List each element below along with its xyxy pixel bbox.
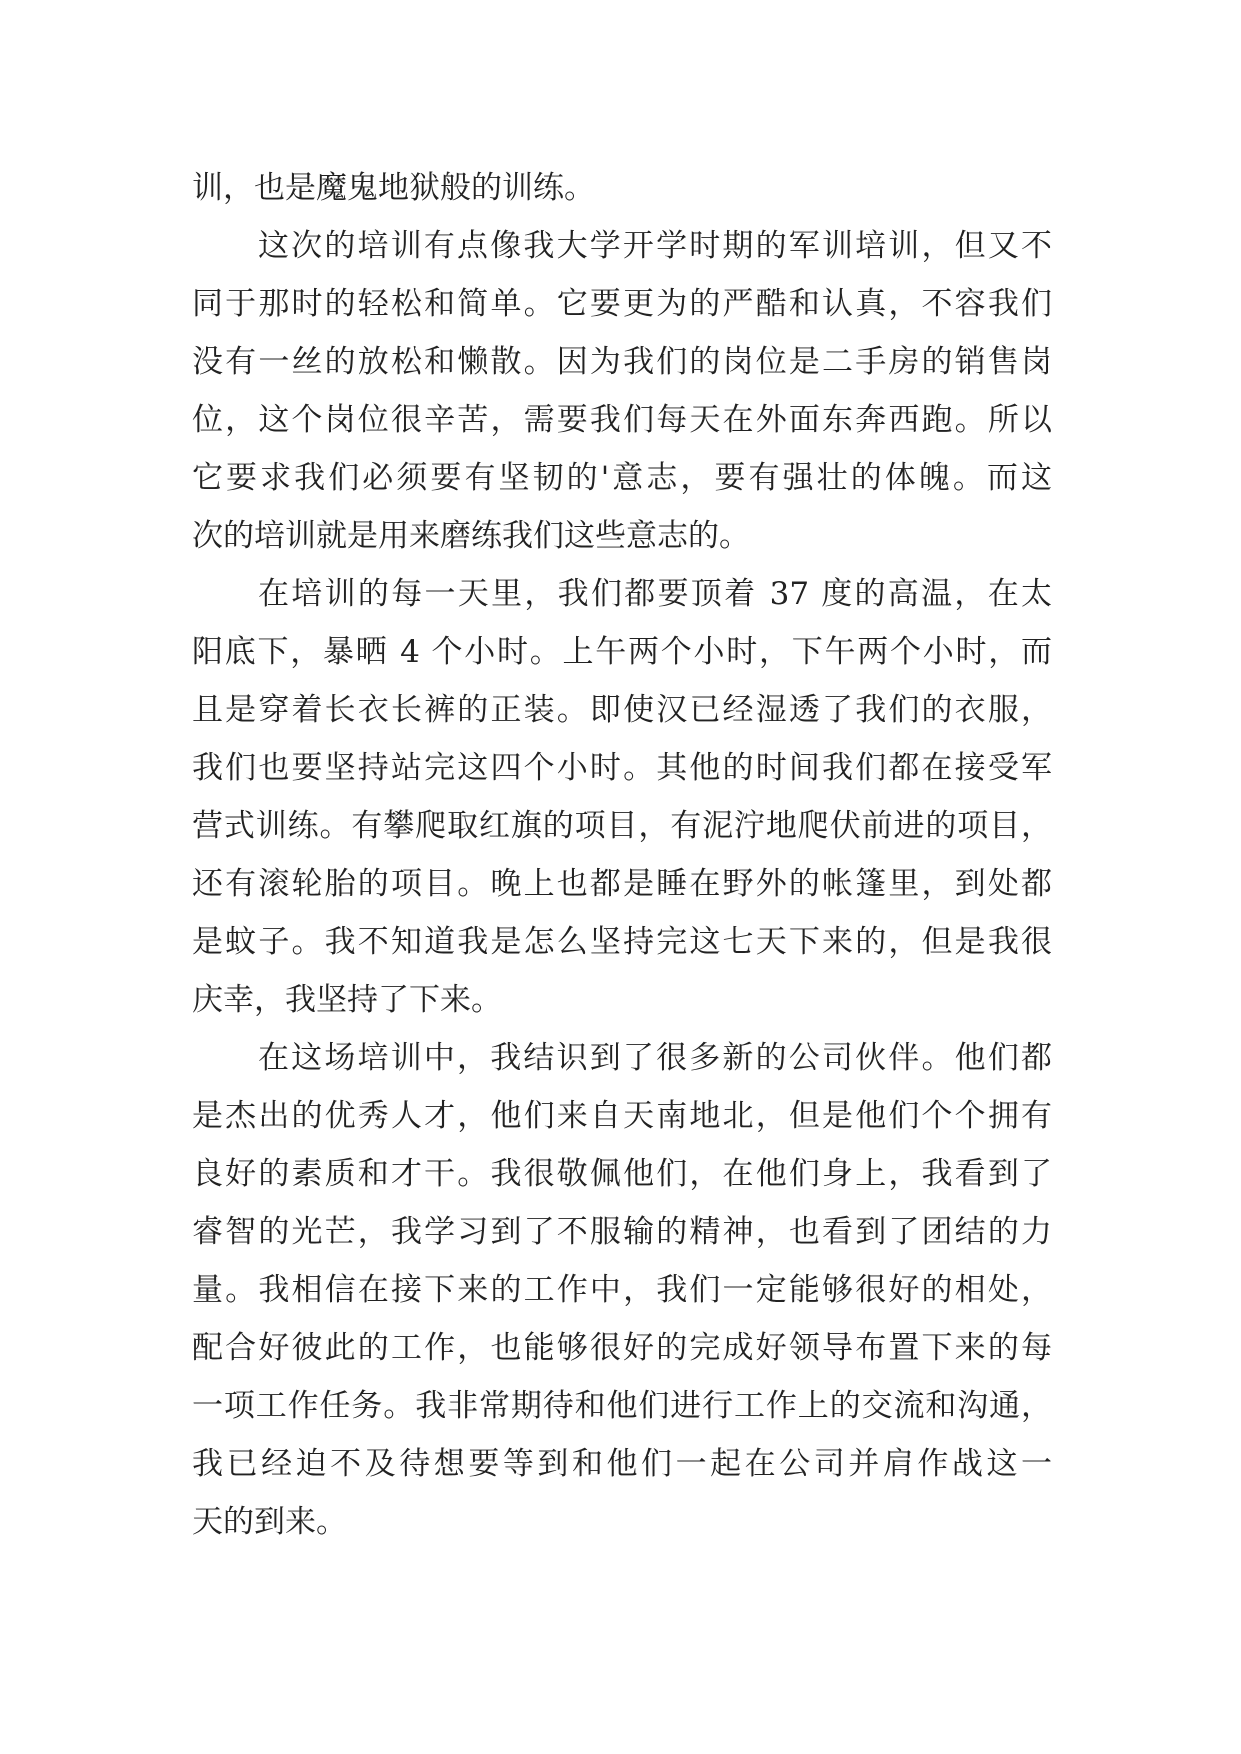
text-line: 庆幸，我坚持了下来。 — [192, 982, 502, 1018]
text-line: 我们也要坚持站完这四个小时。其他的时间我们都在接受军 — [192, 750, 1052, 786]
text-line: 是杰出的优秀人才，他们来自天南地北，但是他们个个拥有 — [192, 1098, 1052, 1134]
text-line: 这次的培训有点像我大学开学时期的军训培训，但又不 — [258, 228, 1052, 264]
body-text — [192, 159, 1052, 1551]
text-line: 次的培训就是用来磨练我们这些意志的。 — [192, 518, 750, 554]
text-line: 在培训的每一天里，我们都要顶着 37 度的高温，在太 — [258, 576, 1052, 612]
paragraph-4 — [192, 1029, 1052, 1551]
text-line: 还有滚轮胎的项目。晚上也都是睡在野外的帐篷里，到处都 — [192, 866, 1052, 902]
text-line: 同于那时的轻松和简单。它要更为的严酷和认真，不容我们 — [192, 286, 1052, 322]
text-line: 一项工作任务。我非常期待和他们进行工作上的交流和沟通， — [192, 1388, 1052, 1424]
paragraph-1 — [192, 159, 1052, 217]
text-line: 良好的素质和才干。我很敬佩他们，在他们身上，我看到了 — [192, 1156, 1052, 1192]
text-line: 营式训练。有攀爬取红旗的项目，有泥泞地爬伏前进的项目， — [192, 808, 1052, 844]
text-line: 天的到来。 — [192, 1504, 347, 1540]
text-line: 是蚊子。我不知道我是怎么坚持完这七天下来的，但是我很 — [192, 924, 1052, 960]
text-line: 它要求我们必须要有坚韧的'意志，要有强壮的体魄。而这 — [192, 460, 1052, 496]
text-line: 我已经迫不及待想要等到和他们一起在公司并肩作战这一 — [192, 1446, 1052, 1482]
text-line: 且是穿着长衣长裤的正装。即使汉已经湿透了我们的衣服， — [192, 692, 1052, 728]
text-line: 睿智的光芒，我学习到了不服输的精神，也看到了团结的力 — [192, 1214, 1052, 1250]
text-line: 位，这个岗位很辛苦，需要我们每天在外面东奔西跑。所以 — [192, 402, 1052, 438]
paragraph-3 — [192, 565, 1052, 1029]
text-line: 配合好彼此的工作，也能够很好的完成好领导布置下来的每 — [192, 1330, 1052, 1366]
text-line: 量。我相信在接下来的工作中，我们一定能够很好的相处， — [192, 1272, 1052, 1308]
text-line: 阳底下，暴晒 4 个小时。上午两个小时，下午两个小时，而 — [192, 634, 1052, 670]
paragraph-2 — [192, 217, 1052, 565]
text-line: 没有一丝的放松和懒散。因为我们的岗位是二手房的销售岗 — [192, 344, 1052, 380]
text-line: 训，也是魔鬼地狱般的训练。 — [192, 170, 595, 206]
text-line: 在这场培训中，我结识到了很多新的公司伙伴。他们都 — [258, 1040, 1052, 1076]
